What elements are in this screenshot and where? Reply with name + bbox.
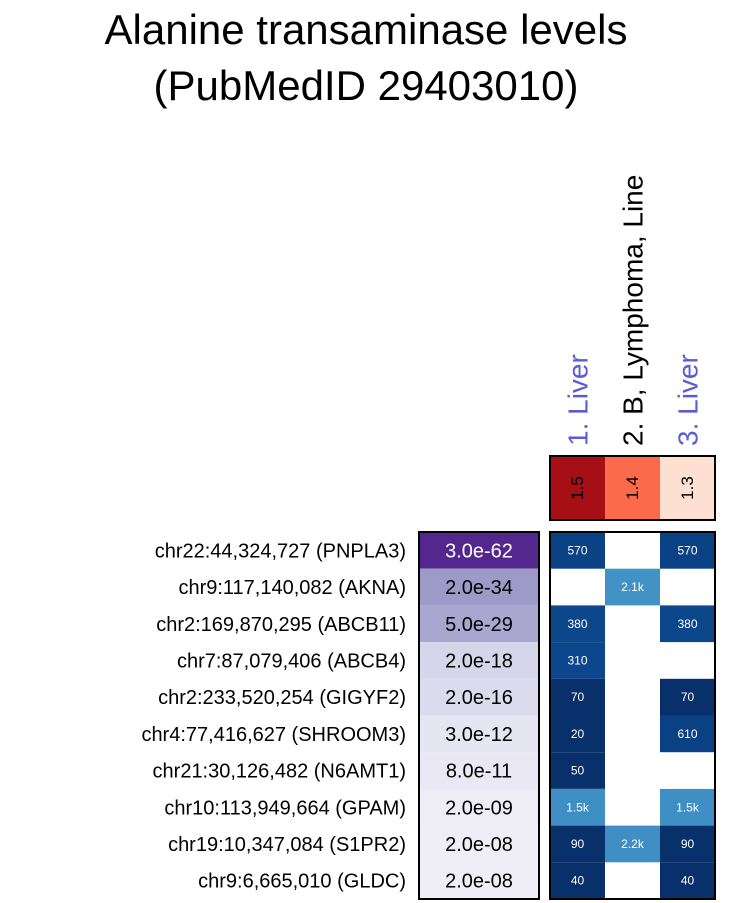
heatmap-cell-value: 570 — [677, 543, 698, 558]
pvalue-text: 3.0e-62 — [445, 540, 513, 563]
row-label: chr10:113,949,664 (GPAM) — [164, 797, 406, 820]
row-label: chr19:10,347,084 (S1PR2) — [168, 833, 406, 856]
heatmap-cell-value: 610 — [677, 726, 698, 741]
row-label: chr2:233,520,254 (GIGYF2) — [158, 687, 406, 710]
heatmap-cell-value: 2.2k — [621, 836, 644, 851]
heatmap-cell-value: 380 — [677, 616, 698, 631]
pvalue-text: 3.0e-12 — [445, 723, 513, 746]
heatmap-cell-value: 90 — [570, 836, 585, 851]
row-label: chr4:77,416,627 (SHROOM3) — [141, 723, 406, 746]
row-label: chr9:6,665,010 (GLDC) — [198, 870, 406, 893]
row-label: chr9:117,140,082 (AKNA) — [178, 577, 406, 600]
pvalue-text: 5.0e-29 — [445, 613, 513, 636]
heatmap-cell-value: 40 — [680, 873, 695, 888]
pvalue-text: 2.0e-08 — [445, 870, 513, 893]
heatmap-cell-value: 570 — [567, 543, 588, 558]
heatmap-cell-value: 2.1k — [621, 580, 644, 595]
pvalue-text: 2.0e-16 — [445, 687, 513, 710]
heatmap-cell-value: 50 — [570, 763, 585, 778]
heatmap-cell-value: 1.5k — [676, 800, 699, 815]
pvalue-text: 2.0e-18 — [445, 650, 513, 673]
column-label: 1. Liver — [562, 354, 594, 446]
column-label: 2. B, Lymphoma, Line — [617, 174, 649, 446]
enrichment-value: 1.5 — [568, 476, 587, 500]
heatmap-cell-value: 70 — [570, 690, 585, 705]
enrichment-value: 1.3 — [678, 476, 697, 500]
heatmap-cell-value: 90 — [680, 836, 695, 851]
row-label: chr7:87,079,406 (ABCB4) — [176, 650, 406, 673]
pvalue-text: 2.0e-09 — [445, 797, 513, 820]
row-label: chr2:169,870,295 (ABCB11) — [156, 613, 406, 636]
row-label: chr21:30,126,482 (N6AMT1) — [152, 760, 406, 783]
heatmap-cell-value: 70 — [680, 690, 695, 705]
chart-title-line-2: (PubMedID 29403010) — [153, 62, 579, 109]
row-label: chr22:44,324,727 (PNPLA3) — [154, 540, 406, 563]
heatmap-cell-value: 40 — [570, 873, 585, 888]
heatmap-cell-value: 310 — [567, 653, 588, 668]
heatmap-cell-value: 20 — [570, 726, 585, 741]
enrichment-value: 1.4 — [623, 476, 642, 500]
pvalue-text: 2.0e-34 — [445, 577, 513, 600]
heatmap-cell-value: 380 — [567, 616, 588, 631]
heatmap-cell-value: 1.5k — [566, 800, 589, 815]
chart-title-line-1: Alanine transaminase levels — [104, 6, 628, 53]
pvalue-text: 2.0e-08 — [445, 833, 513, 856]
heatmap-body — [141, 175, 715, 899]
pvalue-text: 8.0e-11 — [445, 760, 513, 783]
column-label: 3. Liver — [672, 354, 704, 446]
